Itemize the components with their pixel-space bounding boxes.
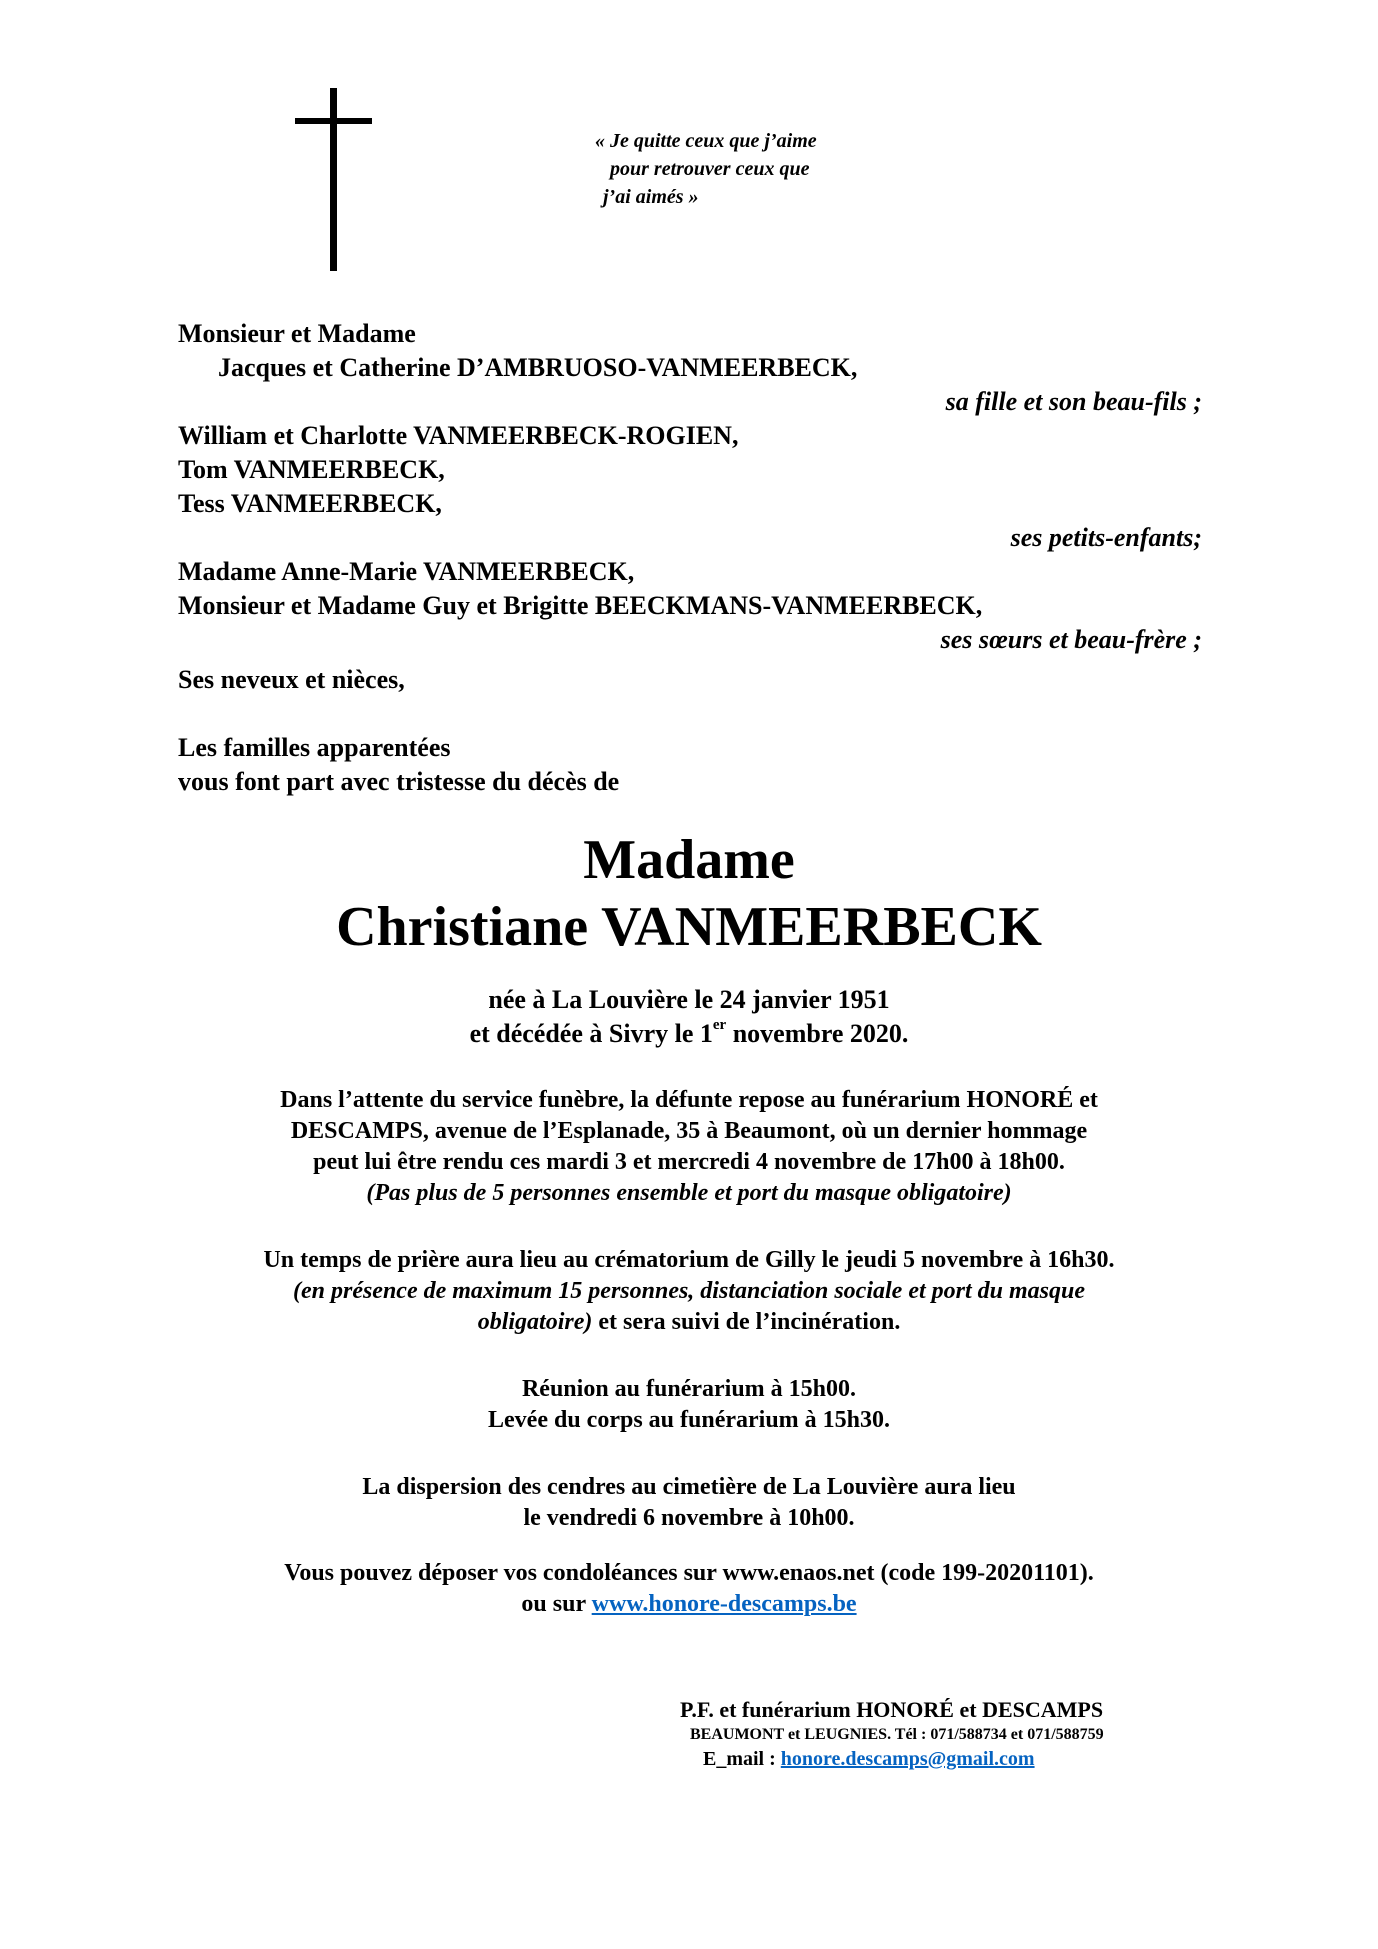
deceased-name: Christiane VANMEERBECK	[336, 896, 1042, 958]
family-line: Ses neveux et nièces,	[178, 665, 405, 694]
prayer-note: (en présence de maximum 15 personnes, distanciation sociale et port du masque	[292, 1278, 1085, 1304]
service-line: DESCAMPS, avenue de l’Esplanade, 35 à Beaumont, où un dernier hommage	[290, 1118, 1088, 1144]
prayer-line: Un temps de prière aura lieu au crématorium de Gilly le jeudi 5 novembre à 16h30.	[263, 1247, 1115, 1273]
death-line: et décédée à Sivry le 1er novembre 2020.	[469, 1017, 909, 1048]
website-link[interactable]: www.honore-descamps.be	[591, 1591, 857, 1617]
prayer-line: obligatoire) et sera suivi de l’incinération.	[477, 1309, 901, 1335]
ashes-line: La dispersion des cendres au cimetière de La Louvière aura lieu	[362, 1474, 1016, 1500]
service-note: (Pas plus de 5 personnes ensemble et port du masque obligatoire)	[366, 1180, 1012, 1206]
service-line: peut lui être rendu ces mardi 3 et mercredi 4 novembre de 17h00 à 18h00.	[313, 1149, 1065, 1175]
ashes-line: le vendredi 6 novembre à 10h00.	[523, 1505, 855, 1531]
family-line: Madame Anne-Marie VANMEERBECK,	[178, 557, 635, 586]
meeting-line: Levée du corps au funérarium à 15h30.	[488, 1407, 890, 1433]
quote-line-1: « Je quitte ceux que j’aime	[595, 130, 817, 152]
family-line: Les familles apparentées	[178, 733, 451, 762]
family-relation: ses sœurs et beau-frère ;	[940, 625, 1202, 654]
quote-line-2: pour retrouver ceux que	[610, 158, 810, 180]
footer-company: P.F. et funérarium HONORÉ et DESCAMPS	[680, 1697, 1104, 1722]
family-relation: sa fille et son beau-fils ;	[945, 387, 1202, 416]
family-line: Tess VANMEERBECK,	[178, 489, 442, 518]
family-line: Monsieur et Madame Guy et Brigitte BEECKMANS-VANMEERBECK,	[178, 591, 983, 620]
family-line: vous font part avec tristesse du décès de	[178, 767, 620, 796]
family-line: Jacques et Catherine D’AMBRUOSO-VANMEERBECK,	[218, 353, 858, 382]
service-line: Dans l’attente du service funèbre, la défunte repose au funérarium HONORÉ et	[280, 1087, 1098, 1113]
condolences-line: ou sur www.honore-descamps.be	[521, 1591, 857, 1617]
cross-icon-bar	[295, 118, 372, 124]
quote-line-3: j’ai aimés »	[603, 186, 699, 208]
family-relation: ses petits-enfants;	[1010, 523, 1202, 552]
family-line: William et Charlotte VANMEERBECK-ROGIEN,	[178, 421, 739, 450]
email-link[interactable]: honore.descamps@gmail.com	[780, 1748, 1035, 1770]
footer-phones: BEAUMONT et LEUGNIES. Tél : 071/588734 et 071/588759	[690, 1726, 1104, 1743]
cross-icon	[330, 88, 337, 271]
family-line: Monsieur et Madame	[178, 319, 416, 348]
deceased-title: Madame	[583, 829, 795, 891]
birth-line: née à La Louvière le 24 janvier 1951	[488, 985, 890, 1014]
meeting-line: Réunion au funérarium à 15h00.	[521, 1376, 857, 1402]
family-line: Tom VANMEERBECK,	[178, 455, 445, 484]
condolences-line: Vous pouvez déposer vos condoléances sur www.enaos.net (code 199-20201101).	[284, 1560, 1094, 1586]
footer-email: E_mail : honore.descamps@gmail.com	[703, 1748, 1035, 1770]
